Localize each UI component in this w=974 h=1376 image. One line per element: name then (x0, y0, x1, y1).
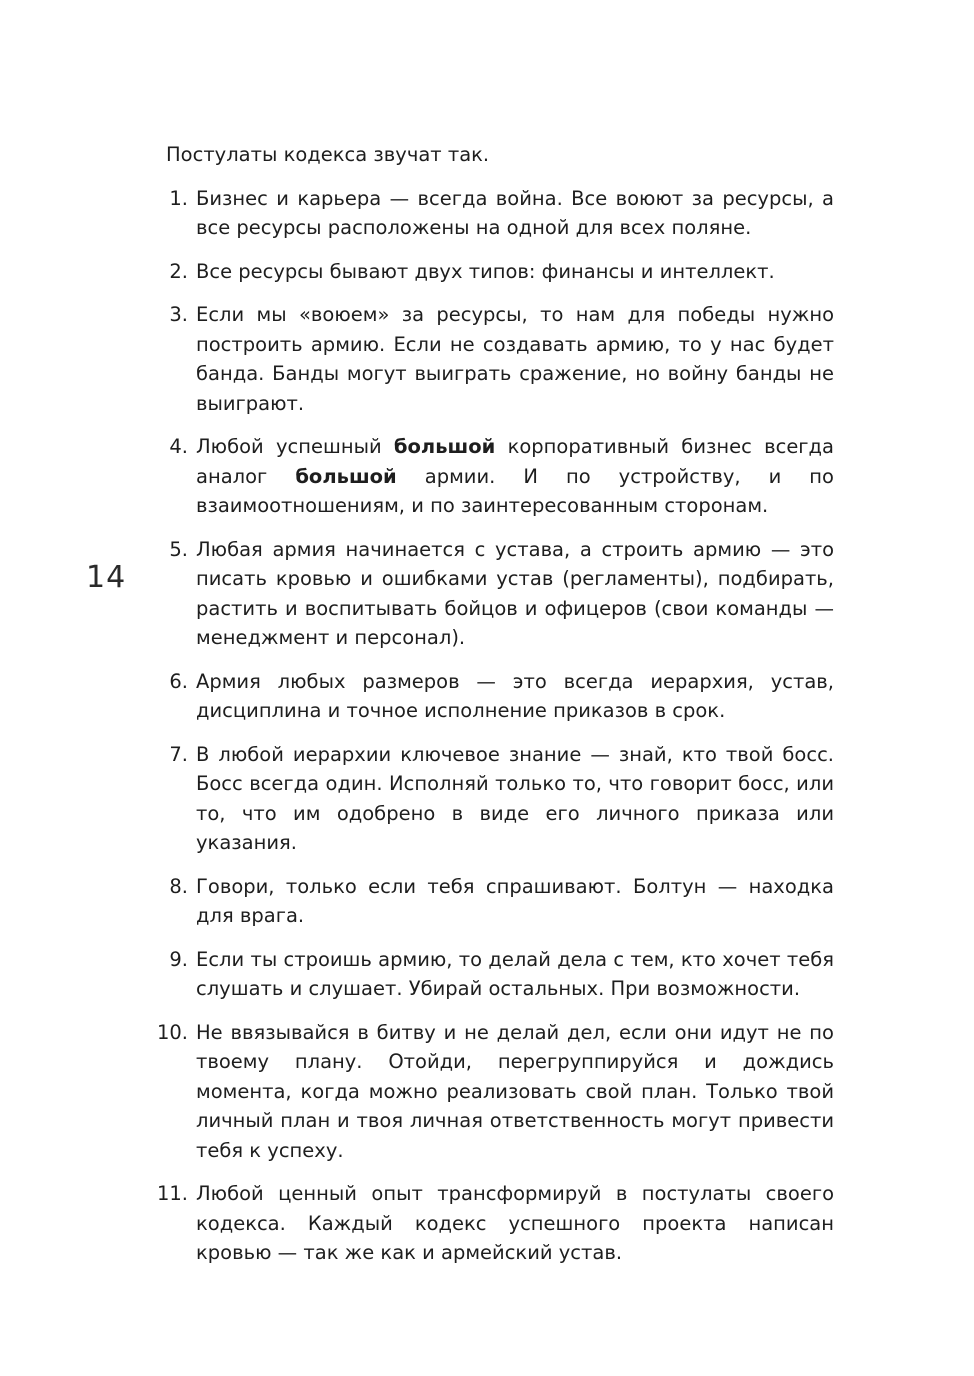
list-item-number: 4. (169, 435, 188, 458)
list-item (166, 257, 834, 287)
list-item-number: 2. (169, 259, 188, 283)
page-number: 14 (86, 560, 127, 595)
list-item (166, 300, 834, 418)
list-item-text: Любая армия начинается с устава, а строить армию — это писать кровью и ошибками устав (регламенты), подбирать, растить и воспитывать бойцов и офицеров (свои команды — менеджмент и персонал). (196, 537, 834, 649)
list-item-number: 8. (169, 874, 188, 898)
list-item-text: Армия любых размеров — это всегда иерархия, устав, дисциплина и точное исполнение приказов в срок. (196, 669, 834, 722)
list-item-number: 10. (156, 1020, 188, 1044)
postulates-list (156, 184, 834, 1268)
list-item (166, 184, 834, 243)
list-item-number: 11. (156, 1182, 188, 1205)
list-item-text: Не ввязывайся в битву и не делай дел, если они идут не по твоему плану. Отойди, перегруппируйся и дождись момента, когда можно реализовать свой план. Только твой личный план и твоя личная ответственность могут привести тебя к успеху. (196, 1020, 834, 1162)
list-item-text: Если ты строишь армию, то делай дела с тем, кто хочет тебя слушать и слушает. Убирай остальных. При возможности. (196, 947, 834, 1000)
intro-paragraph: Постулаты кодекса звучат так. (166, 143, 490, 166)
list-item-text (196, 435, 834, 517)
list-item (166, 740, 834, 858)
list-item (166, 432, 834, 521)
bold-emphasis: большой (393, 435, 496, 458)
list-item (166, 945, 834, 1004)
list-item-number: 1. (169, 186, 188, 210)
list-item-text: Все ресурсы бывают двух типов: финансы и интеллект. (196, 259, 775, 283)
text-segment: корпоративный бизнес всегда аналог (196, 435, 834, 488)
text-segment: Любой успешный (196, 435, 394, 458)
list-item (166, 872, 834, 931)
list-item-text: Говори, только если тебя спрашивают. Болтун — находка для врага. (196, 874, 834, 927)
page-body (156, 140, 834, 1282)
bold-emphasis: большой (295, 464, 397, 488)
list-item-number: 3. (169, 303, 188, 326)
list-item-number: 7. (169, 742, 188, 766)
list-item (156, 1018, 834, 1166)
list-item-number: 6. (169, 669, 188, 693)
list-item-text: Бизнес и карьера — всегда война. Все воюют за ресурсы, а все ресурсы расположены на одной для всех поляне. (196, 186, 834, 239)
list-item-number: 9. (169, 947, 188, 971)
list-item (166, 667, 834, 726)
list-item-text: Любой ценный опыт трансформируй в постулаты своего кодекса. Каждый кодекс успешного проекта написан кровью — так же как и армейский устав. (196, 1182, 834, 1264)
list-item (156, 1179, 834, 1268)
list-item-number: 5. (169, 537, 188, 561)
text-segment: армии. И по устройству, и по взаимоотношениям, и по заинтересованным сторонам. (196, 464, 834, 517)
list-item (166, 535, 834, 653)
list-item-text: В любой иерархии ключевое знание — знай, кто твой босс. Босс всегда один. Исполняй только то, что говорит босс, или то, что им одобрено в виде его личного приказа или указания. (196, 742, 834, 854)
list-item-text: Если мы «воюем» за ресурсы, то нам для победы нужно построить армию. Если не создавать армию, то у нас будет банда. Банды могут выиграть сражение, но войну банды не выиграют. (196, 303, 834, 415)
